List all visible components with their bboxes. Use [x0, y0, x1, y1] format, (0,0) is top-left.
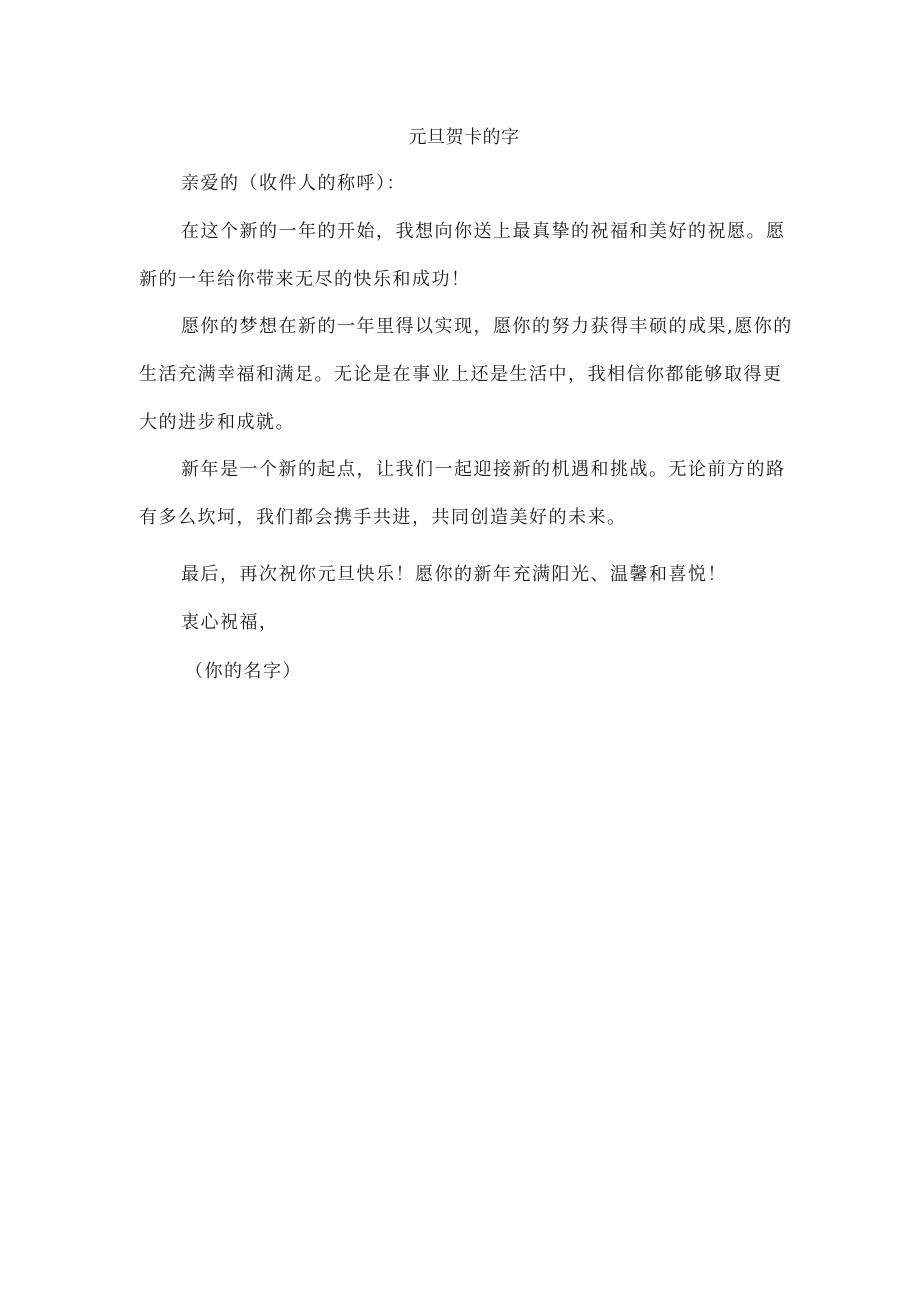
paragraph-4: 最后，再次祝你元旦快乐！愿你的新年充满阳光、温馨和喜悦！ [181, 564, 727, 585]
paragraph-3: 新年是一个新的起点，让我们一起迎接新的机遇和挑战。无论前方的路有多么坎坷，我们都会携手共进，共同创造美好的未来。 [139, 459, 786, 528]
document-title: 元旦贺卡的字 [408, 127, 520, 148]
greeting-line: 亲爱的（收件人的称呼）： [181, 173, 406, 194]
paragraph-2: 愿你的梦想在新的一年里得以实现，愿你的努力获得丰硕的成果,愿你的生活充满幸福和满足。无论是在事业上还是生活中，我相信你都能够取得更大的进步和成就。 [139, 316, 793, 433]
paragraph-1: 在这个新的一年的开始，我想向你送上最真挚的祝福和美好的祝愿。愿新的一年给你带来无尽的快乐和成功！ [139, 221, 786, 290]
signature-line: （你的名字） [185, 661, 302, 682]
closing-line: 衷心祝福， [181, 612, 279, 633]
